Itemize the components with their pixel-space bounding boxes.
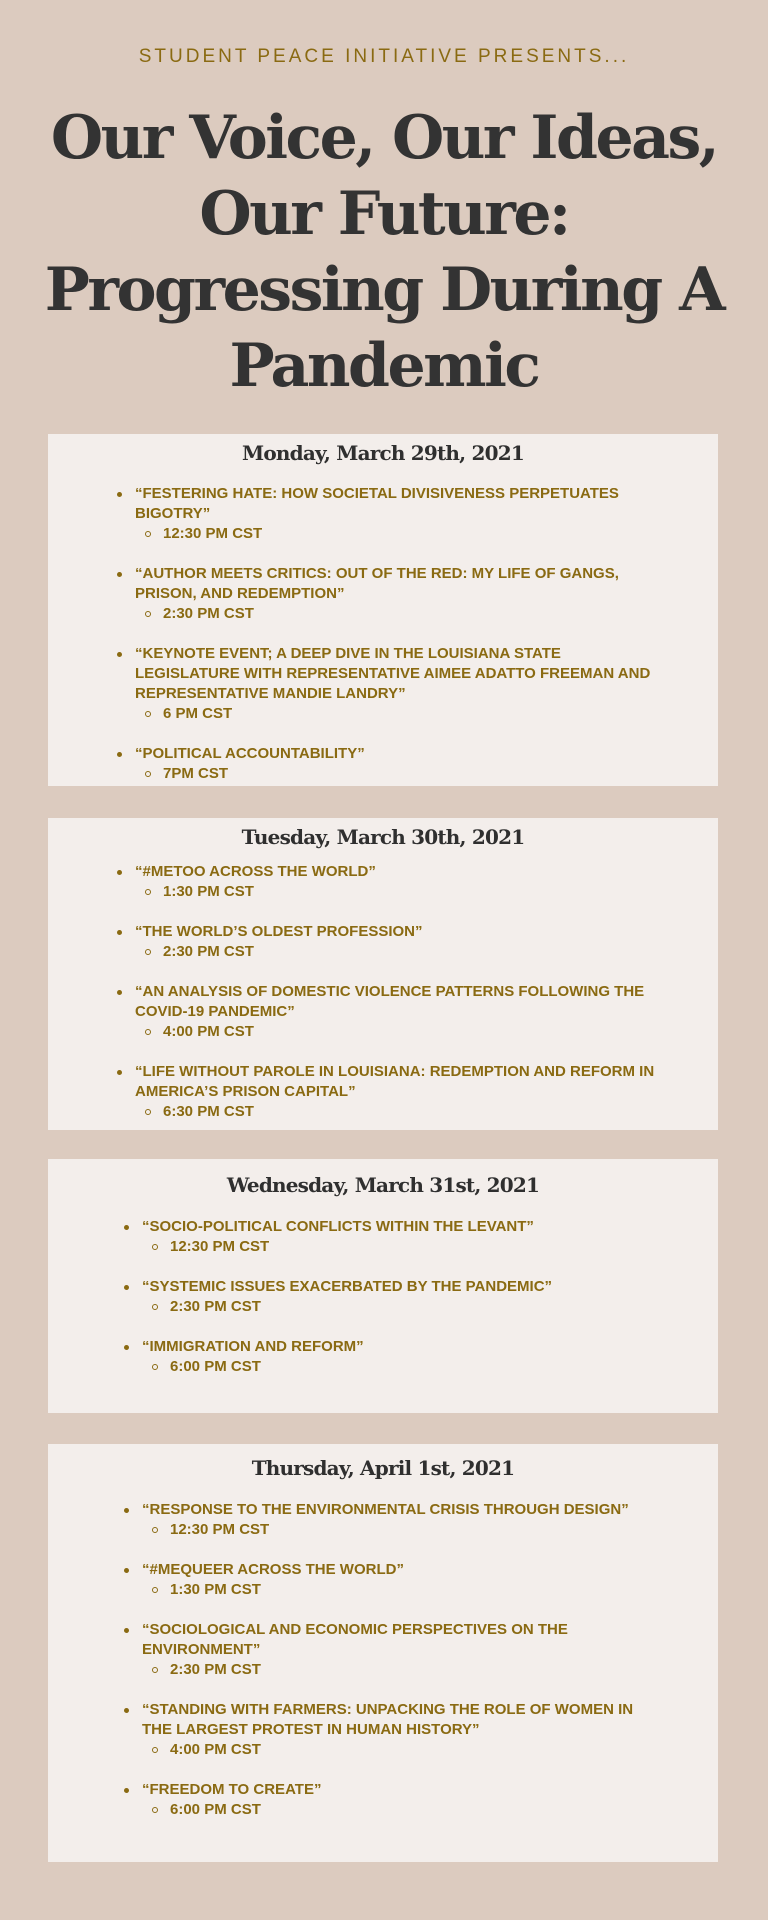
event-time (135, 1102, 718, 1122)
event-time (142, 1357, 718, 1377)
bullet (117, 870, 122, 875)
event-time-text: 2:30 PM CST (170, 1298, 261, 1315)
event-title: “THE WORLD’S OLDEST PROFESSION” (135, 923, 423, 940)
event-item (48, 644, 718, 724)
day-heading: Tuesday, March 30th, 2021 (241, 825, 525, 849)
sub-bullet (152, 1304, 158, 1310)
event-time (142, 1237, 718, 1257)
day-card-monday (48, 434, 718, 786)
sub-bullet (152, 1747, 158, 1753)
event-time (135, 882, 718, 902)
event-time-text: 1:30 PM CST (170, 1581, 261, 1598)
bullet (124, 1628, 129, 1633)
day-card-tuesday (48, 818, 718, 1130)
bullet (124, 1285, 129, 1290)
event-title: “SYSTEMIC ISSUES EXACERBATED BY THE PANDEMIC” (142, 1278, 553, 1295)
event-item (48, 862, 718, 902)
event-time (142, 1520, 718, 1540)
event-time-text: 6:00 PM CST (170, 1358, 261, 1375)
event-title: “POLITICAL ACCOUNTABILITY” (135, 745, 365, 762)
event-title: “LIFE WITHOUT PAROLE IN LOUISIANA: REDEMPTION AND REFORM IN AMERICA’S PRISON CAPITAL” (135, 1063, 655, 1100)
day-card-thursday (48, 1444, 718, 1862)
event-time (142, 1740, 718, 1760)
event-title: “AUTHOR MEETS CRITICS: OUT OF THE RED: MY LIFE OF GANGS, PRISON, AND REDEMPTION” (135, 565, 619, 602)
title-line: Our Voice, Our Ideas, (50, 103, 718, 173)
event-item (48, 1062, 718, 1122)
presenter-line: STUDENT PEACE INITIATIVE PRESENTS... (138, 46, 630, 67)
event-title: “SOCIO-POLITICAL CONFLICTS WITHIN THE LEVANT” (142, 1218, 534, 1235)
event-item (48, 484, 718, 544)
event-time-text: 2:30 PM CST (163, 605, 254, 622)
bullet (124, 1568, 129, 1573)
sub-bullet (145, 889, 151, 895)
event-list (48, 1217, 718, 1397)
sub-bullet (145, 531, 151, 537)
event-item (48, 564, 718, 624)
event-time (135, 764, 718, 784)
event-item (48, 1277, 718, 1317)
sub-bullet (145, 771, 151, 777)
title-line: Our Future: (199, 179, 569, 249)
event-item (48, 922, 718, 962)
bullet (117, 752, 122, 757)
event-time (135, 942, 718, 962)
title-line: Progressing During A (44, 255, 724, 325)
day-heading: Wednesday, March 31st, 2021 (226, 1173, 540, 1197)
event-item (48, 744, 718, 784)
event-list (48, 484, 718, 804)
event-title: “#METOO ACROSS THE WORLD” (135, 863, 376, 880)
sub-bullet (145, 711, 151, 717)
bullet (117, 652, 122, 657)
event-time (135, 1022, 718, 1042)
event-time (135, 524, 718, 544)
day-card-wednesday (48, 1159, 718, 1413)
event-time-text: 7PM CST (163, 765, 229, 782)
sub-bullet (145, 949, 151, 955)
page-title (20, 100, 748, 404)
event-time-text: 12:30 PM CST (170, 1238, 270, 1255)
event-time (142, 1800, 718, 1820)
sub-bullet (145, 1109, 151, 1115)
event-time-text: 6:30 PM CST (163, 1103, 254, 1120)
event-time-text: 1:30 PM CST (163, 883, 254, 900)
bullet (124, 1788, 129, 1793)
event-title: “STANDING WITH FARMERS: UNPACKING THE ROLE OF WOMEN IN THE LARGEST PROTEST IN HUMAN HISTORY” (142, 1701, 634, 1738)
event-item (48, 1700, 718, 1760)
bullet (124, 1345, 129, 1350)
event-time-text: 12:30 PM CST (170, 1521, 270, 1538)
event-title: “IMMIGRATION AND REFORM” (142, 1338, 364, 1355)
event-item (48, 1217, 718, 1257)
event-title: “FESTERING HATE: HOW SOCIETAL DIVISIVENESS PERPETUATES BIGOTRY” (135, 485, 619, 522)
sub-bullet (152, 1364, 158, 1370)
event-title: “RESPONSE TO THE ENVIRONMENTAL CRISIS THROUGH DESIGN” (142, 1501, 629, 1518)
bullet (124, 1508, 129, 1513)
event-list (48, 862, 718, 1142)
sub-bullet (152, 1807, 158, 1813)
event-time-text: 6:00 PM CST (170, 1801, 261, 1818)
bullet (117, 990, 122, 995)
bullet (117, 572, 122, 577)
event-title: “AN ANALYSIS OF DOMESTIC VIOLENCE PATTERNS FOLLOWING THE COVID-19 PANDEMIC” (135, 983, 645, 1020)
event-time-text: 4:00 PM CST (163, 1023, 254, 1040)
title-line: Pandemic (229, 331, 539, 401)
event-time-text: 12:30 PM CST (163, 525, 263, 542)
sub-bullet (145, 611, 151, 617)
event-title: “SOCIOLOGICAL AND ECONOMIC PERSPECTIVES ON THE ENVIRONMENT” (142, 1621, 568, 1658)
event-list (48, 1500, 718, 1840)
event-item (48, 1337, 718, 1377)
sub-bullet (152, 1587, 158, 1593)
event-time-text: 2:30 PM CST (170, 1661, 261, 1678)
event-time (142, 1580, 718, 1600)
event-time-text: 6 PM CST (163, 705, 233, 722)
event-time (135, 704, 718, 724)
sub-bullet (152, 1527, 158, 1533)
bullet (124, 1708, 129, 1713)
event-item (48, 1500, 718, 1540)
event-time-text: 4:00 PM CST (170, 1741, 261, 1758)
day-heading: Monday, March 29th, 2021 (242, 441, 524, 465)
event-item (48, 1780, 718, 1820)
sub-bullet (145, 1029, 151, 1035)
bullet (117, 930, 122, 935)
event-time (142, 1297, 718, 1317)
event-time-text: 2:30 PM CST (163, 943, 254, 960)
event-item (48, 982, 718, 1042)
bullet (117, 492, 122, 497)
bullet (124, 1225, 129, 1230)
event-time (142, 1660, 718, 1680)
event-title: “KEYNOTE EVENT; A DEEP DIVE IN THE LOUISIANA STATE LEGISLATURE WITH REPRESENTATIVE AIMEE ADATTO FREEMAN AND REPRESENTATIVE MANDIE LANDRY” (135, 645, 651, 702)
event-title: “FREEDOM TO CREATE” (142, 1781, 322, 1798)
event-title: “#MEQUEER ACROSS THE WORLD” (142, 1561, 404, 1578)
event-item (48, 1560, 718, 1600)
sub-bullet (152, 1244, 158, 1250)
event-time (135, 604, 718, 624)
event-item (48, 1620, 718, 1680)
bullet (117, 1070, 122, 1075)
day-heading: Thursday, April 1st, 2021 (251, 1456, 515, 1480)
sub-bullet (152, 1667, 158, 1673)
